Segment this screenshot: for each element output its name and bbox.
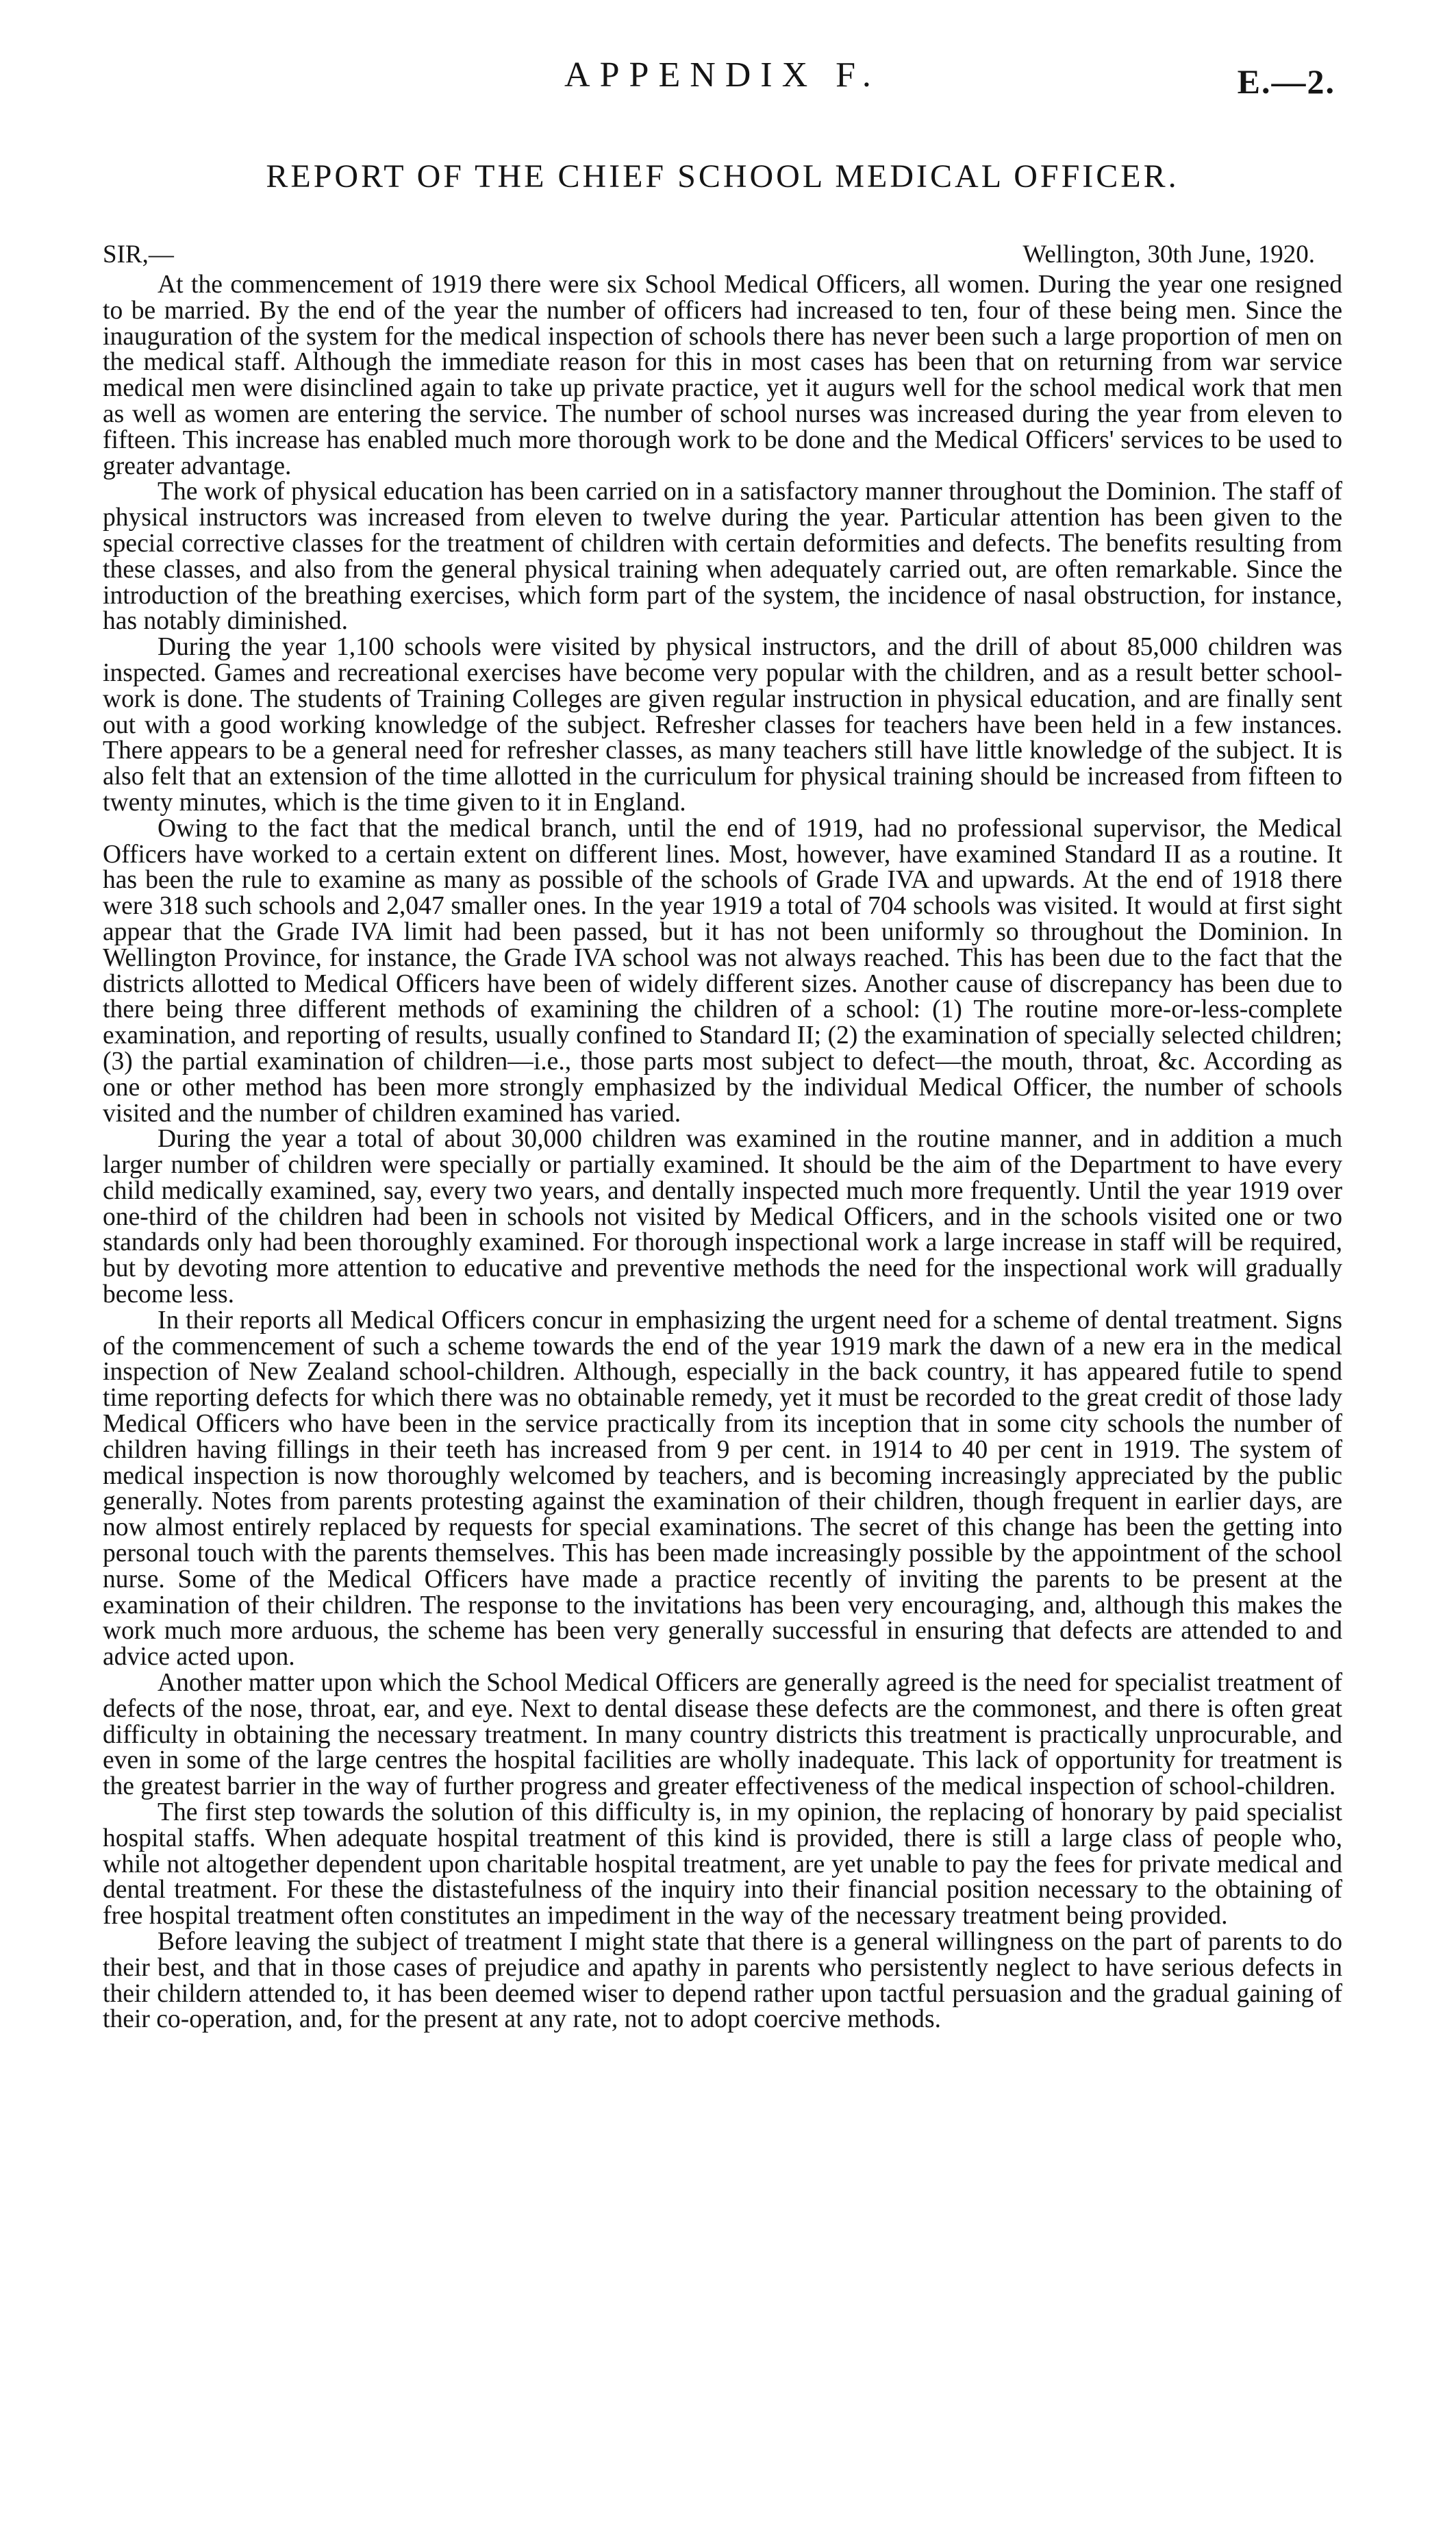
paragraph: Before leaving the subject of treatment I might state that there is a general willingness on the part of parents to do their best, and that in those cases of prejudice and apathy in parents who persistently neglect to have serious defects in their childern attended to, it has been deemed wiser to depend rather upon tactful persuasion and the gradual gaining of their co-operation, and, for the present at any rate, not to adopt coercive methods. (103, 1928, 1342, 2034)
salutation: SIR,— (103, 240, 174, 269)
paragraph: In their reports all Medical Officers concur in emphasizing the urgent need for a scheme of dental treatment. Signs of the commencement of such a scheme towards the end of the year 1919 mark the dawn of a new era in the medical inspection of New Zealand school-children. Although, especially in the back country, it has appeared futile to spend time reporting defects for which there was no obtainable remedy, yet it must be recorded to the great credit of those lady Medical Officers who have been in the service practically from its inception that in some city schools the number of children having fillings in their teeth has increased from 9 per cent. in 1914 to 40 per cent in 1919. The system of medical inspection is now thoroughly welcomed by teachers, and is becoming increasingly appreciated by the public generally. Notes from parents protesting against the examination of their children, though frequent in earlier days, are now almost entirely replaced by requests for special examinations. The secret of this change has been the getting into personal touch with the parents themselves. This has been made increasingly possible by the appointment of the school nurse. Some of the Medical Officers have made a practice recently of inviting the parents to be present at the examination of their children. The response to the invitations has been very encouraging, and, although this makes the work much more arduous, the scheme has been very generally successful in ensuring that defects are attended to and advice acted upon. (103, 1306, 1342, 1672)
paragraph: Owing to the fact that the medical branch, until the end of 1919, had no professional supervisor, the Medical Officers have worked to a certain extent on different lines. Most, however, have examined Standard II as a routine. It has been the rule to examine as many as possible of the schools of Grade IVA and upwards. At the end of 1918 there were 318 such schools and 2,047 smaller ones. In the year 1919 a total of 704 schools was visited. It would at first sight appear that the Grade IVA limit had been passed, but it has not been uniformly so throughout the Dominion. In Wellington Province, for instance, the Grade IVA school was not always reached. This has been due to the fact that the districts allotted to Medical Officers have been of widely different sizes. Another cause of discrepancy has been due to there being three different methods of examining the children of a school: (1) The routine more-or-less-complete examination, and reporting of results, usually confined to Standard II; (2) the examination of specially selected children; (3) the partial examination of children—i.e., those parts most subject to defect—the mouth, throat, &c. According as one or other method has been more strongly emphasized by the individual Medical Officer, the number of schools visited and the number of children examined has varied. (103, 814, 1342, 1128)
paragraph: At the commencement of 1919 there were six School Medical Officers, all women. During the year one resigned to be married. By the end of the year the number of officers had increased to ten, four of these being men. Since the inauguration of the system for the medical inspection of schools there has never been such a large proportion of men on the medical staff. Although the immediate reason for this in most cases has been that on returning from war service medical men were disinclined again to take up private practice, yet it augurs well for the school medical work that men as well as women are entering the service. The number of school nurses was increased during the year from eleven to fifteen. This increase has enabled much more thorough work to be done and the Medical Officers' services to be used to greater advantage. (103, 271, 1342, 480)
paragraph: During the year 1,100 schools were visited by physical instructors, and the drill of about 85,000 children was inspected. Games and recreational exercises have become very popular with the children, and as a result better school-work is done. The students of Training Colleges are given regular instruction in physical education, and are finally sent out with a good working knowledge of the subject. Refresher classes for teachers have been held in a few instances. There appears to be a general need for refresher classes, as many teachers still have little knowledge of the subject. It is also felt that an extension of the time allotted in the curriculum for physical training should be increased from fifteen to twenty minutes, which is the time given to it in England. (103, 633, 1342, 817)
paragraph: The work of physical education has been carried on in a satisfactory manner throughout the Dominion. The staff of physical instructors was increased from eleven to twelve during the year. Particular attention has been given to the special corrective classes for the treatment of children with certain deformities and defects. The benefits resulting from these classes, and also from the general physical training when adequately carried out, are often remarkable. Since the introduction of the breathing exercises, which form part of the system, the incidence of nasal obstruction, for instance, has notably diminished. (103, 477, 1342, 636)
paragraph: Another matter upon which the School Medical Officers are generally agreed is the need for specialist treatment of defects of the nose, throat, ear, and eye. Next to dental disease these defects are the commonest, and there is often great difficulty in obtaining the necessary treatment. In many country districts this treatment is practically unprocurable, and even in some of the large centres the hospital facilities are wholly inadequate. This lack of opportunity for treatment is the greatest barrier in the way of further progress and greater effectiveness of the medical inspection of school-children. (103, 1669, 1342, 1801)
dateline: Wellington, 30th June, 1920. (1022, 240, 1315, 269)
report-title: REPORT OF THE CHIEF SCHOOL MEDICAL OFFICER. (266, 158, 1179, 195)
paragraph: The first step towards the solution of this difficulty is, in my opinion, the replacing of honorary by paid specialist hospital staffs. When adequate hospital treatment of this kind is provided, there is still a large class of people who, while not altogether dependent upon charitable hospital treatment, are yet unable to pay the fees for private medical and dental treatment. For these the distastefulness of the inquiry into their financial position necessary to the obtaining of free hospital treatment often constitutes an impediment in the way of the necessary treatment being provided. (103, 1798, 1342, 1931)
paragraph: During the year a total of about 30,000 children was examined in the routine manner, and in addition a much larger number of children were specially or partially examined. It should be the aim of the Department to have every child medically examined, say, every two years, and dentally inspected much more frequently. Until the year 1919 over one-third of the children had been in schools not visited by Medical Officers, and in the schools visited one or two standards only had been thoroughly examined. For thorough inspectional work a large increase in staff will be required, but by devoting more attention to educative and preventive methods the need for the inspectional work will gradually become less. (103, 1125, 1342, 1309)
page-reference: E.—2. (1237, 62, 1335, 101)
appendix-heading: APPENDIX F. (564, 55, 881, 95)
report-body (103, 272, 1342, 2033)
